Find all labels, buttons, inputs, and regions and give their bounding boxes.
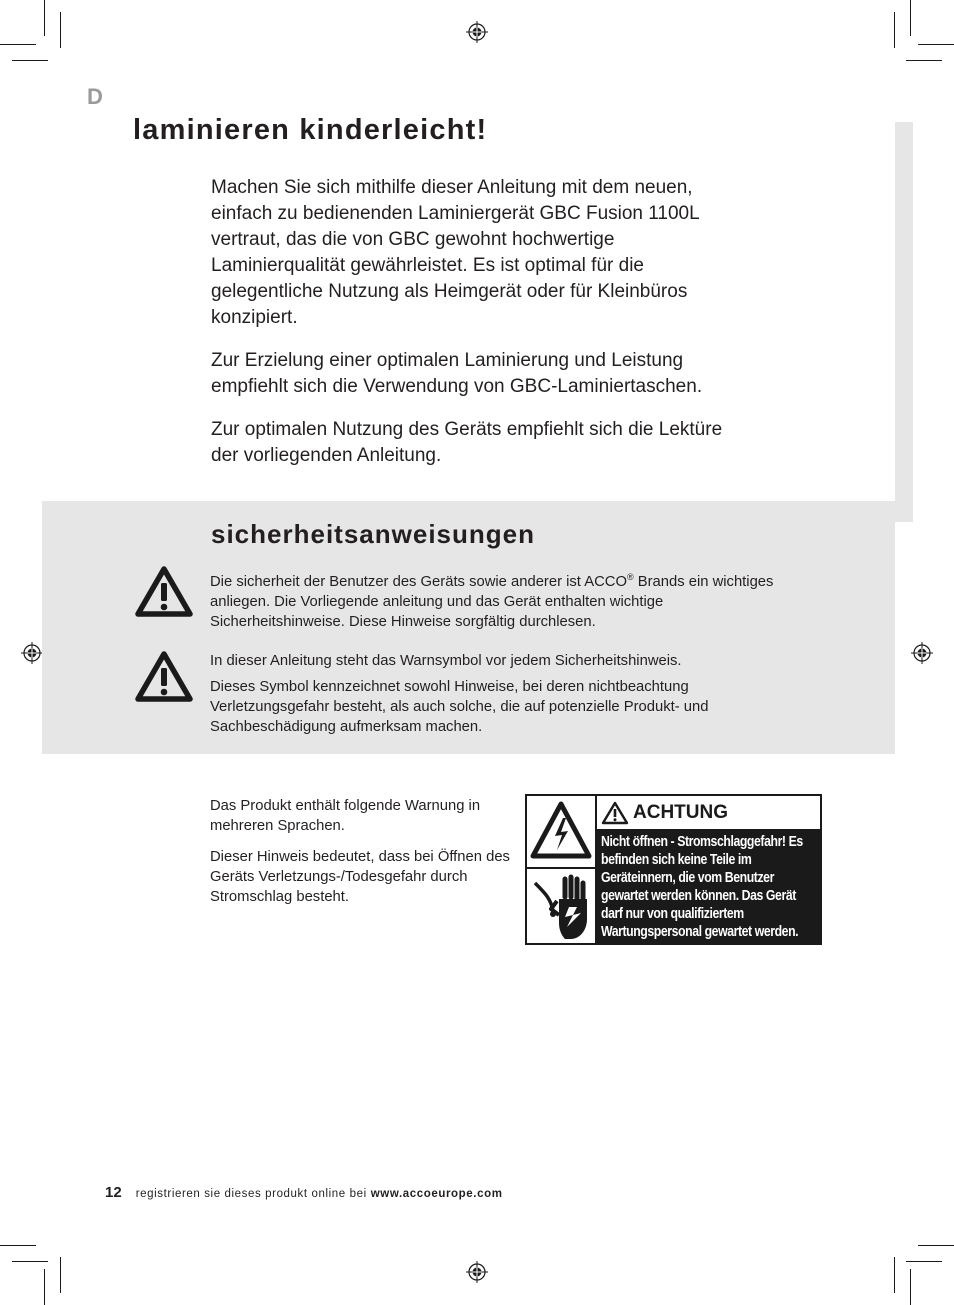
crop-mark — [0, 1245, 36, 1246]
footer-text: registrieren sie dieses produkt online bei — [135, 1188, 367, 1200]
crop-mark — [918, 1245, 954, 1246]
crop-mark — [910, 1269, 911, 1305]
label-header — [597, 796, 820, 829]
electric-shock-hand-icon — [527, 869, 595, 943]
label-body — [597, 829, 820, 943]
footer — [105, 1184, 503, 1201]
crop-mark — [918, 44, 954, 45]
intro-section — [211, 175, 751, 486]
language-code: D — [87, 84, 103, 109]
safety-text-block — [210, 651, 790, 737]
crop-mark — [910, 0, 911, 36]
crop-mark — [906, 60, 942, 61]
safety-paragraph: In dieser Anleitung steht das Warnsymbol vor jedem Sicherheitshinweis. — [210, 653, 682, 669]
safety-title: sicherheitsanweisungen — [211, 519, 535, 549]
crop-mark — [894, 12, 895, 48]
label-heading: ACHTUNG — [633, 801, 728, 823]
crop-mark — [0, 44, 36, 45]
label-icon-column — [527, 796, 597, 943]
product-warning-text — [210, 796, 510, 907]
side-grey-bar — [895, 122, 913, 522]
registration-mark-icon — [466, 21, 488, 43]
safety-text: Die sicherheit der Benutzer des Geräts sowie anderer ist ACCO — [210, 573, 627, 590]
warning-triangle-icon — [135, 651, 193, 703]
page-number: 12 — [105, 1184, 122, 1201]
label-icon-cell — [527, 869, 595, 942]
crop-mark — [12, 60, 48, 61]
intro-paragraph: Zur Erzielung einer optimalen Laminierung und Leistung empfiehlt sich die Verwendung von GBC-Laminiertaschen. — [211, 350, 703, 397]
crop-mark — [12, 1261, 48, 1262]
label-icon-cell — [527, 796, 595, 869]
crop-mark — [44, 0, 45, 36]
safety-text: Brands ein wichtiges anliegen. Die Vorliegende anleitung und das Gerät enthalten wichtige Sicherheitshinweise. Diese Hinweise sorgfältig durchlesen. — [210, 573, 774, 630]
crop-mark — [60, 12, 61, 48]
electric-hazard-icon — [527, 796, 595, 867]
registration-mark-icon — [21, 642, 43, 664]
registration-mark-icon — [466, 1261, 488, 1283]
crop-mark — [60, 1257, 61, 1293]
registered-mark: ® — [626, 572, 634, 582]
intro-paragraph: Machen Sie sich mithilfe dieser Anleitung mit dem neuen, einfach zu bedienenden Laminiergerät GBC Fusion 1100L vertraut, das die von GBC gewohnt hochwertige Laminierqualität gewährleistet. Es ist optimal für die gelegentliche Nutzung als Heimgerät oder für Kleinbüros konzipiert. — [211, 177, 699, 328]
safety-paragraph: Dieses Symbol kennzeichnet sowohl Hinweise, bei deren nichtbeachtung Verletzungsgefahr besteht, als auch solche, die auf potenzielle Produkt- und Sachbeschädigung aufmerksam machen. — [210, 679, 709, 735]
warning-triangle-icon — [135, 566, 193, 618]
intro-paragraph: Zur optimalen Nutzung des Geräts empfiehlt sich die Lektüre der vorliegenden Anleitung. — [211, 419, 723, 466]
crop-mark — [894, 1257, 895, 1293]
product-warning-paragraph: Dieser Hinweis bedeutet, dass bei Öffnen des Geräts Verletzungs-/Todesgefahr durch Stromschlag besteht. — [210, 849, 510, 905]
crop-mark — [44, 1269, 45, 1305]
footer-url-link[interactable]: www.accoeurope.com — [370, 1188, 503, 1200]
crop-mark — [906, 1261, 942, 1262]
page-title: laminieren kinderleicht! — [133, 114, 488, 146]
label-text: Nicht öffnen - Stromschlaggefahr! Es befinden sich keine Teile im Geräteinnern, die vom Benutzer gewartet werden können. Das Gerät darf nur von qualifiziertem Wartungspersonal gewartet werden. — [601, 834, 803, 940]
warning-label — [525, 794, 822, 945]
safety-paragraph — [210, 567, 790, 632]
safety-text-block — [210, 567, 790, 632]
registration-mark-icon — [911, 642, 933, 664]
product-warning-paragraph: Das Produkt enthält folgende Warnung in mehreren Sprachen. — [210, 798, 481, 834]
warning-triangle-icon — [601, 801, 629, 825]
